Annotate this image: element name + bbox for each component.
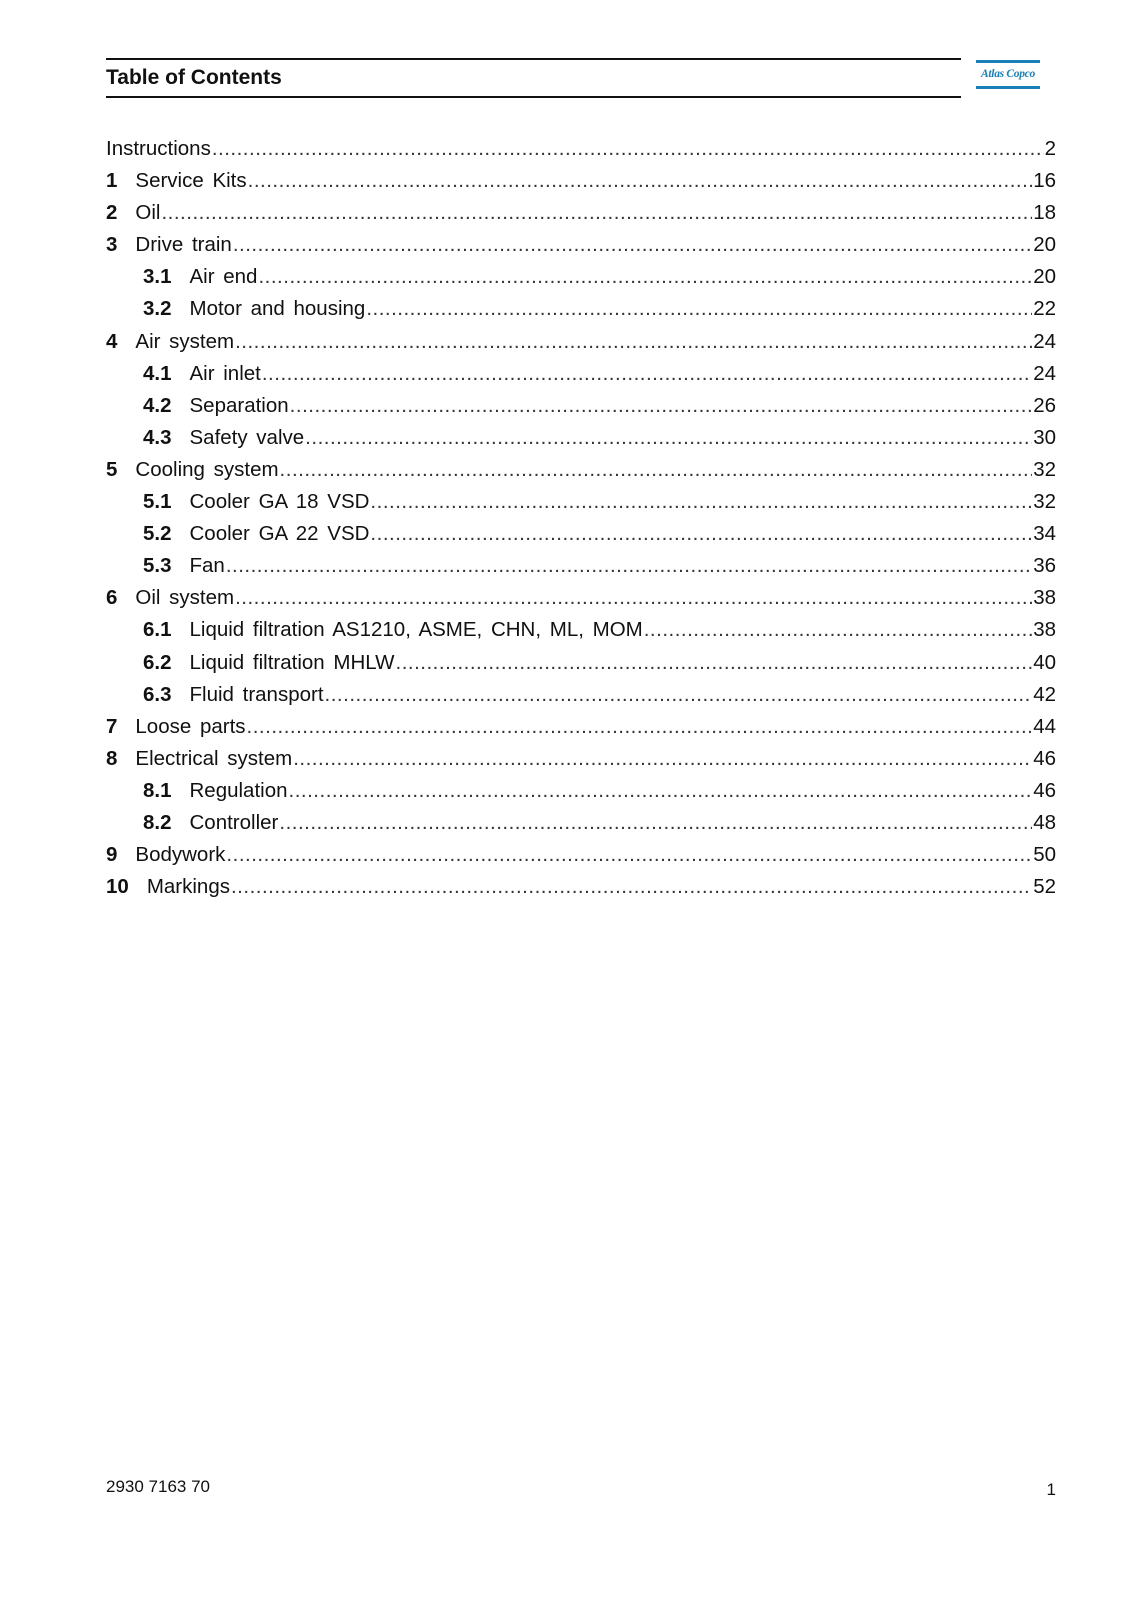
toc-entry[interactable] xyxy=(106,486,1056,518)
toc-entry-number: 4.1 xyxy=(143,361,172,385)
toc-entry-number: 5.3 xyxy=(143,554,172,578)
toc-entry[interactable] xyxy=(106,165,1056,197)
toc-entry[interactable] xyxy=(106,261,1056,293)
toc-entry[interactable] xyxy=(106,775,1056,807)
toc-dot-leader xyxy=(258,261,1032,293)
toc-entry[interactable] xyxy=(106,390,1056,422)
toc-entry-page: 36 xyxy=(1033,554,1056,578)
toc-entry-number: 3 xyxy=(106,233,118,257)
table-of-contents xyxy=(106,133,1056,903)
toc-entry-title: Controller xyxy=(189,810,279,834)
toc-entry[interactable] xyxy=(106,293,1056,325)
toc-entry-number: 2 xyxy=(106,201,118,225)
toc-entry-page: 40 xyxy=(1033,650,1056,674)
toc-dot-leader xyxy=(290,390,1033,422)
toc-dot-leader xyxy=(231,871,1032,903)
toc-entry[interactable] xyxy=(106,358,1056,390)
toc-dot-leader xyxy=(262,358,1032,390)
toc-entry-number: 1 xyxy=(106,169,118,193)
document-number: 2930 7163 70 xyxy=(106,1477,210,1496)
toc-entry-title: Motor and housing xyxy=(189,297,366,321)
toc-entry-title: Regulation xyxy=(189,778,288,802)
toc-dot-leader xyxy=(161,197,1032,229)
toc-entry-number: 4.2 xyxy=(143,393,172,417)
toc-entry-number: 3.2 xyxy=(143,297,172,321)
toc-entry-page: 50 xyxy=(1033,843,1056,867)
toc-dot-leader xyxy=(305,422,1032,454)
toc-entry[interactable] xyxy=(106,679,1056,711)
toc-dot-leader xyxy=(279,807,1032,839)
toc-dot-leader xyxy=(293,743,1032,775)
toc-dot-leader xyxy=(289,775,1033,807)
toc-entry-title: Cooler GA 22 VSD xyxy=(189,522,370,546)
toc-entry[interactable] xyxy=(106,550,1056,582)
toc-entry-number: 6.1 xyxy=(143,618,172,642)
toc-entry-number: 5.1 xyxy=(143,490,172,514)
page-header xyxy=(106,58,961,98)
toc-dot-leader xyxy=(233,229,1032,261)
toc-entry-number: 8.2 xyxy=(143,810,172,834)
toc-entry-number: 4.3 xyxy=(143,425,172,449)
logo-top-bar xyxy=(976,60,1040,63)
toc-entry-title: Markings xyxy=(146,875,230,899)
toc-entry[interactable] xyxy=(106,197,1056,229)
toc-entry[interactable] xyxy=(106,518,1056,550)
page-title: Table of Contents xyxy=(106,66,282,89)
toc-entry-title: Oil system xyxy=(135,586,235,610)
toc-dot-leader xyxy=(325,679,1033,711)
toc-entry-page: 34 xyxy=(1033,522,1056,546)
toc-entry-title: Air end xyxy=(189,265,258,289)
toc-entry-title: Air system xyxy=(135,329,235,353)
toc-entry[interactable] xyxy=(106,807,1056,839)
toc-dot-leader xyxy=(235,326,1032,358)
toc-entry-title: Fluid transport xyxy=(189,682,324,706)
toc-entry-number: 5 xyxy=(106,457,118,481)
toc-dot-leader xyxy=(366,293,1032,325)
toc-entry-number: 7 xyxy=(106,714,118,738)
logo-text: Atlas Copco xyxy=(981,68,1035,80)
toc-dot-leader xyxy=(370,486,1032,518)
atlas-copco-logo xyxy=(976,60,1040,92)
toc-dot-leader xyxy=(235,582,1032,614)
logo-bottom-bar xyxy=(976,86,1040,89)
toc-entry-page: 24 xyxy=(1033,361,1056,385)
toc-entry-page: 20 xyxy=(1033,233,1056,257)
toc-entry-page: 24 xyxy=(1033,329,1056,353)
toc-entry-title: Safety valve xyxy=(189,425,305,449)
toc-dot-leader xyxy=(644,614,1032,646)
toc-entry-number: 8 xyxy=(106,746,118,770)
toc-entry-title: Cooling system xyxy=(135,457,279,481)
toc-dot-leader xyxy=(212,133,1044,165)
toc-entry-page: 32 xyxy=(1033,457,1056,481)
toc-entry[interactable] xyxy=(106,871,1056,903)
toc-entry-page: 20 xyxy=(1033,265,1056,289)
toc-entry-page: 38 xyxy=(1033,586,1056,610)
toc-dot-leader xyxy=(226,550,1032,582)
toc-entry[interactable] xyxy=(106,839,1056,871)
toc-entry-title: Electrical system xyxy=(135,746,293,770)
toc-entry-title: Service Kits xyxy=(135,169,247,193)
toc-entry-number: 6.3 xyxy=(143,682,172,706)
toc-entry[interactable] xyxy=(106,454,1056,486)
toc-entry-title: Oil xyxy=(135,201,161,225)
toc-entry-page: 2 xyxy=(1044,137,1056,160)
toc-entry-title: Cooler GA 18 VSD xyxy=(189,490,370,514)
toc-entry-page: 46 xyxy=(1033,746,1056,770)
toc-entry-title: Air inlet xyxy=(189,361,261,385)
toc-entry-number: 6 xyxy=(106,586,118,610)
toc-entry-page: 22 xyxy=(1033,297,1056,321)
toc-entry-page: 42 xyxy=(1033,682,1056,706)
toc-dot-leader xyxy=(280,454,1033,486)
toc-dot-leader xyxy=(247,711,1033,743)
toc-entry[interactable] xyxy=(106,133,1056,165)
toc-entry[interactable] xyxy=(106,422,1056,454)
toc-entry[interactable] xyxy=(106,711,1056,743)
toc-entry-page: 18 xyxy=(1033,201,1056,225)
toc-entry-page: 38 xyxy=(1033,618,1056,642)
toc-dot-leader xyxy=(370,518,1032,550)
toc-entry[interactable] xyxy=(106,229,1056,261)
toc-entry[interactable] xyxy=(106,582,1056,614)
toc-entry-page: 46 xyxy=(1033,778,1056,802)
toc-entry[interactable] xyxy=(106,647,1056,679)
toc-entry-title: Separation xyxy=(189,393,289,417)
toc-entry-title: Liquid filtration AS1210, ASME, CHN, ML, MOM xyxy=(189,618,643,642)
toc-dot-leader xyxy=(396,647,1033,679)
toc-entry-number: 9 xyxy=(106,843,118,867)
toc-entry-number: 8.1 xyxy=(143,778,172,802)
toc-entry[interactable] xyxy=(106,743,1056,775)
toc-entry-title: Fan xyxy=(189,554,225,578)
toc-entry-title: Bodywork xyxy=(135,843,226,867)
toc-entry-title: Loose parts xyxy=(135,714,246,738)
toc-entry-page: 44 xyxy=(1033,714,1056,738)
page-number: 1 xyxy=(1046,1480,1056,1499)
toc-dot-leader xyxy=(226,839,1032,871)
toc-entry-number: 4 xyxy=(106,329,118,353)
toc-entry-title: Instructions xyxy=(106,137,211,160)
toc-entry-page: 26 xyxy=(1033,393,1056,417)
toc-entry-page: 52 xyxy=(1033,875,1056,899)
toc-entry-number: 10 xyxy=(106,875,129,899)
toc-dot-leader xyxy=(248,165,1033,197)
toc-entry-number: 6.2 xyxy=(143,650,172,674)
toc-entry-page: 30 xyxy=(1033,425,1056,449)
toc-entry-page: 32 xyxy=(1033,490,1056,514)
toc-entry-number: 5.2 xyxy=(143,522,172,546)
toc-entry[interactable] xyxy=(106,326,1056,358)
toc-entry-page: 48 xyxy=(1033,810,1056,834)
toc-entry[interactable] xyxy=(106,614,1056,646)
toc-entry-title: Liquid filtration MHLW xyxy=(189,650,395,674)
toc-entry-page: 16 xyxy=(1033,169,1056,193)
toc-entry-title: Drive train xyxy=(135,233,232,257)
toc-entry-number: 3.1 xyxy=(143,265,172,289)
